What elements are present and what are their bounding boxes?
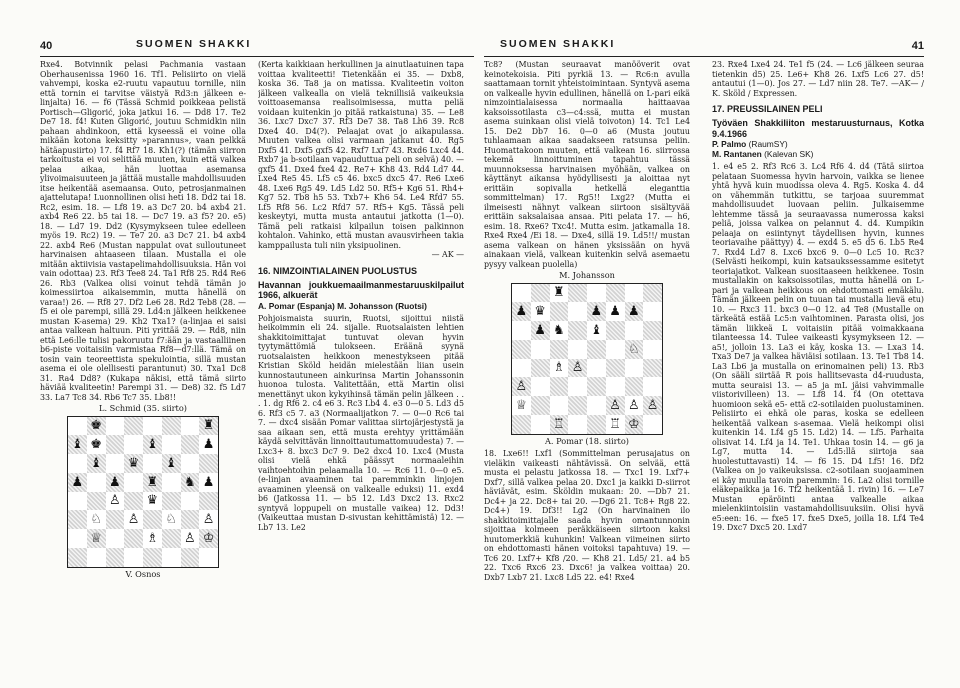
board-square: [568, 284, 587, 303]
board-square: [124, 548, 143, 567]
board-square: ♗: [550, 359, 569, 378]
left-running-title: SUOMEN SHAKKI: [136, 38, 252, 50]
column-1: [40, 60, 246, 680]
board-square: ♝: [68, 435, 87, 454]
board-square: ♝: [162, 454, 181, 473]
column-3: [484, 60, 690, 680]
board-square: ♘: [162, 510, 181, 529]
board-square: ♙: [124, 510, 143, 529]
board-square: [643, 340, 662, 359]
board-square: ♟: [199, 435, 218, 454]
board-square: [68, 454, 87, 473]
board-square: [568, 321, 587, 340]
board-square: [606, 377, 625, 396]
board-square: [587, 284, 606, 303]
board-square: [568, 396, 587, 415]
game-commentary: Rxe4. Botvinnik pelasi Pachmania vastaan Oberhausenissa 1960 16. Tf1. Pelisiirto on vielä vahvempi, koska e2-ruutu vapautuu tornille, niin että tornin ei tarvitse väistyä Rd3:n jälkeen e-linjalta) 16. — f6 (Tässä Schmid poikkeaa pelistä Portisch—Gligorić, joka jatkui 16. — Dd8 17. Te2 De7 18. f4! Kuten Gligorić, joutuu Schmidkin niin pahaan ahdinkoon, että kyseessä ei voine olla mikään kotona keksitty »parannus», vaan pelkkä hätäapusiirto) 17. f4 Rf7 18. Kh1(?) (tämän siirron tarkoitusta ei voi selittää muuten, kuin että valkea pelaa aikaa, hän luottaa asemansa ylivoimaisuuteen ja jättää mustalle mahdollisuuden itse heikentää asemaansa. Outo, petrosjanmainen ajattelutapa! Luonnollinen olisi heti 18. Dd2 tai 18. Rc2, esim. 18. — Lf8 19. a3 Dc7 20. b4 axb4 21. axb4 Re6 22. b5 tai 18. — Dc7 19. a3 f5? 20. e5) 18. — Ld7 19. Dd2 (Kysymykseen tulee edelleen myös 19. Rc2) 19. — Te7 20. a3 Dc7 21. b4 axb4 22. axb4 Re6 (Mustan nappulat ovat sulloutuneet harvinaisen ahtaaseen tilaan. Mustalla ei ole mitään aktiivisia vastapelimahdollisuuksia. Hän voi vain odottaa) 23. Rf3 Tee8 24. Ta1 Rf8 25. Rd4 Re6 26. Rb3 (Valkea olisi voinut tehdä tämän jo koimessiirtoa aikaisemmin, mutta hänellä on varaa!) 26. — Rf8 27. Df2 Le6 28. Rd2 Teb8 (28. — f5 ei ole parempi, sillä 29. Ld4:n jälkeen heikkenee mustan K-asema) 29. Kh2 Txa1? (a-linjaa ei saisi antaa valkean haltuun. Piti yrittää 29. — Rd8, niin että Le6:lle tulisi pakoruutu f7:ään ja vastaalliinen b6-piste voitaisiin varmistaa Rf8—d7:llä. Tämä on tosin vain teoreettista spekulointia, sillä mustan asema ei ole olellisesti parantunut) 30. Txa1 Dc8 31. Ra4 Dd8? (Kukapa näkisi, että tämä siirto häviää kvaliteetin! Parempi 31. — De8) 32. f5 Ld7 33. La7 Tc8 34. Rb6 Tc7 35. Lb8!!: [40, 60, 246, 402]
board-square: [512, 321, 531, 340]
players-line: A. Pomar (Espanja) M. Johansson (Ruotsi): [258, 300, 427, 311]
board-square: ♙: [106, 492, 125, 511]
board-square: [181, 417, 200, 436]
board-square: [643, 302, 662, 321]
board-square: ♕: [512, 396, 531, 415]
board-square: [587, 377, 606, 396]
board-square: [625, 321, 644, 340]
column-4: [712, 60, 924, 680]
board-square: [587, 340, 606, 359]
chess-diagram: [511, 283, 663, 435]
board-square: [587, 415, 606, 434]
board-square: ♛: [124, 454, 143, 473]
board-square: [106, 510, 125, 529]
board-square: ♞: [181, 473, 200, 492]
board-square: [162, 529, 181, 548]
column-2: [258, 60, 464, 680]
board-square: [643, 377, 662, 396]
game-commentary: Pohjoismaista suurin, Ruotsi, sijoittui niistä heikoimmin eli 24. sijalle. Ruotsalaisten lehtien shakkitoimittajat tuntuvat olevan hyvin tyytymättömiä tulokseen. Eräänä syynä ruotsalaisten heikkoon menestykseen pitää Kristian Sköld heidän mielestään liian usein kunnostautuneen ainkurinsa Martin Johanssonin huonoa tulosta. Valitettään, että Martin olisi menettänyt ukon kykyihinsä tämän pelin jälkeen . . . 1. dg Rf6 2. c4 e6 3. Rc3 Lb4 4. e3 0—0 5. Ld3 d5 6. Rf3 c5 7. a3 (Normaalijatkon 7. — 0—0 Rc6 tai 7. — dxc4 sisään Pomar valittaa siirtojärjestystä ja saa aikaan sen, että musta erehtyy yrittämään käydä selvittävän linnoittautumattomuudesta) 7. — Lxc3+ 8. bxc3 Dc7 9. De2 dxc4 10. Lxc4 (Musta olisi vielä ehkä päässyt normaaleihin vaihtoehtoihin pelaamalla 10. — Rc6 11. 0—0 e5. (e-linjan avaaminen tai paremminkin linjojen avaaminen yleensä on valkealle eduksi) 11. exd4 b6 (Jatkossa 11. — b5 12. Ld3 Dxc2 13. Rxc2 syntyvä loppupeli on mustalle vaikea) 12. Dd3! (Vaikeuttaa mustan D-sivustan kehittämistä) 12. — Lb7 13. Le2: [258, 313, 464, 532]
board-square: [531, 415, 550, 434]
board-square: [106, 529, 125, 548]
board-square: ♔: [199, 529, 218, 548]
board-square: [68, 510, 87, 529]
white-player-club: (RaumSY): [748, 139, 788, 149]
board-square: ♛: [531, 302, 550, 321]
board-square: [143, 454, 162, 473]
game-commentary: 1. e4 e5 2. Rf3 Rc6 3. Lc4 Rf6 4. d4 (Tätä siirtoa pelataan Suomessa hyvin harvoin, vaikka se lienee yhtä hyvä kuin muodissa oleva 4. Rg5. Koska 4. d4 on vähemmän tutkittu, se tarjoaa suuremmat mahdollisuudet luovaan peliin. Julkaisemme lehtemme tässä ja seuraavassa numerossa kaksi peliä, joissa valkea on pelannut 4. d4. Kumpikin pelaaja on esiintynyt täydellisen hyvin, kunnes teoriavaihe päättyy) 4. — exd4 5. e5 d5 6. Lb5 Re4 7. Rxd4 Ld7 8. Lxc6 bxc6 9. 0—0 Lc5 10. Rc3? (Selvästi heikompi, kuin katsaukssessamme esitetyt teoriajatkot. Valkean suositaaseen heikkenee. Tosin mustallakin on kaksoissotilas, mutta hänellä on L-pari ja valkean heikkous on ehdottomasti emäkälu. Tämän jälkeen pelin on tuuan tai mustalla lievä etu) 10. — Rxc3 11. bxc3 0—0 12. a4 Te8 (Mustalle on tärkeätä estää Lc5:n vaihtominen. Parasta olisi, jos tämän liikkeä L voitaisiin pitää voimakkaana tilanteessa 14. Tulee vaikeasti kysymykseen 12. — a5!, jolloin 13. La3 ei käy, koska 13. — Lxa3 14. Txa3 De7 ja valkea häviäisi sotilaan. 13. Te1 Tb8 14. La3 Lb6 ja mustalla on erinomainen peli) 13. Rb3 (On sääli siirtää R pois hallitsevasta d4-ruudusta, mutta seuraisi 13. — a5 ja mL jäisi vahvimmalle viistorivilleen) 13. — Lf8 14. f4 (On otettava huomioon sekä e5- että c2-sotilaiden puolustaminen. Pelisiirto ei ehkä ole paras, koska se edelleen heikentää valkean s-asemaa. Vielä heikompi olisi kuitenkin 14. Lf4 g5 15. Ld2) 14. — Lf5. Parhaita olisivat 14. Lf4 ja 14. Te1. Uhkaa tosin 14. — g6 ja Lg7, mutta 14. — Ld5:llä siirtoja saa huolestuttavasti) 14. — f6 15. D4 Lf5! 16. Df2 (Valkea on jo vaikeuksissa. c2-sotilaan suojaaminen ei käy muulla tavoin paremmin: 16. La2 olisi tornille eläkepaikka ja 16. Tf2 heikentää 1. rivin) 16. — Le7 Mustan epäröinti antaa valkealle aikaa mielenkiintoisiin vastamahdollisuuksiin. Olisi hyvä e5:een: 16. — fxe5 17. fxe5 Dxe5, joilla 18. Lf4 Te4 19. Dxc7 Dxc5 20. Lxd7: [712, 162, 924, 532]
board-square: [68, 548, 87, 567]
board-square: [87, 492, 106, 511]
board-square: [106, 454, 125, 473]
board-square: [199, 492, 218, 511]
game-commentary: 18. Lxe6!! Lxf1 (Sommittelman perusajatus on vieläkin vaikeasti nähtävissä. On selvää, että musta ei pelastu jatkossa 18. — Txc1 19. Lxf7+ Dxf7, sillä valkea pelaa 20. Dxc1 ja kaikki D-siirrot häviävät, esim. Sköldin mukaan: 20. —Db7 21. Dc4+ ja 22. Dc8+ tai 20. —Dg6 21. Tc8+ Rg8 22. Dc4+) 19. Df3!! Lg2 (On harvinainen ilo shakkitoimittajalle saada hyvin omantunnonin sijoittaa kolmeen peräkkäiseen siirtoon kaksi huutomerkkiä kuhunkin! Valkean viimeinen siirto on ehdottomasti hänen voitoksi tapahtuva) 19. — Tc6 20. Lxf7+ Kf8 /20. — Kh8 21. Ld5/ 21. a4 b5 22. Txc6 Rxc6 23. Dxc6! ja valkea voittaa) 20. Dxb7 Lxb7 21. Lxc8 Ld5 22. e4! Rxe4: [484, 449, 690, 582]
diagram-caption-bottom: V. Osnos: [125, 568, 161, 579]
event-title: Työväen Shakkiliiton mestaruusturnaus, Kotka 9.4.1966: [712, 118, 924, 139]
diagram-caption-top: M. Johansson: [559, 270, 615, 280]
board-square: ♗: [143, 529, 162, 548]
board-square: ♘: [87, 510, 106, 529]
black-player-club: (Kalevan SK): [764, 149, 814, 159]
board-square: ♛: [143, 492, 162, 511]
board-square: [162, 492, 181, 511]
right-running-title: SUOMEN SHAKKI: [500, 38, 616, 50]
right-page-number: 41: [911, 40, 924, 52]
board-square: [568, 340, 587, 359]
board-square: [568, 377, 587, 396]
board-square: ♘: [625, 340, 644, 359]
board-square: ♚: [87, 435, 106, 454]
board-square: [531, 284, 550, 303]
board-square: ♝: [587, 321, 606, 340]
author-signature: — AK —: [431, 250, 464, 259]
black-player: [712, 149, 924, 159]
board-square: [106, 435, 125, 454]
board-square: [550, 340, 569, 359]
board-square: ♜: [199, 417, 218, 436]
board-square: [162, 435, 181, 454]
board-square: ♔: [625, 415, 644, 434]
white-player: [712, 139, 924, 149]
section-title: 16. NIMZOINTIALAINEN PUOLUSTUS: [258, 265, 418, 276]
board-square: ♟: [606, 302, 625, 321]
board-square: [568, 302, 587, 321]
black-player-name: M. Rantanen: [712, 149, 762, 159]
board-square: ♟: [106, 473, 125, 492]
board-square: ♖: [606, 415, 625, 434]
board-square: ♟: [625, 302, 644, 321]
board-square: ♙: [643, 396, 662, 415]
board-square: [87, 473, 106, 492]
board-square: ♜: [550, 284, 569, 303]
board-square: [68, 492, 87, 511]
board-square: [162, 473, 181, 492]
board-square: ♞: [550, 321, 569, 340]
board-square: [531, 396, 550, 415]
board-square: [124, 435, 143, 454]
board-square: [68, 529, 87, 548]
board-square: [512, 284, 531, 303]
board-square: [124, 529, 143, 548]
game-commentary: 23. Rxe4 Lxe4 24. Te1 f5 (24. — Lc6 jälkeen seuraa tietenkin d5) 25. Le6+ Kh8 26. Lxf5 Lc6 27. d5! antautui (1—0). Jos 27. — Ld7 niin 28. Te7. —AK— / K. Sköld / Expressen.: [712, 60, 924, 98]
board-square: [199, 548, 218, 567]
board-square: [587, 396, 606, 415]
board-square: [531, 359, 550, 378]
section-title: 17. PREUSSILAINEN PELI: [712, 104, 823, 114]
board-square: [124, 492, 143, 511]
board-square: [512, 415, 531, 434]
board-square: [643, 321, 662, 340]
board-square: [106, 417, 125, 436]
board-square: [606, 340, 625, 359]
white-player-name: P. Palmo: [712, 139, 747, 149]
board-square: [643, 284, 662, 303]
board-square: ♟: [68, 473, 87, 492]
board-square: ♟: [531, 321, 550, 340]
board-square: [199, 454, 218, 473]
board-square: [606, 284, 625, 303]
board-square: [162, 417, 181, 436]
board-square: [181, 510, 200, 529]
board-square: [181, 492, 200, 511]
board-square: [625, 377, 644, 396]
board-square: [606, 321, 625, 340]
diagram-caption-bottom: A. Pomar (18. siirto): [545, 435, 629, 446]
board-square: [587, 359, 606, 378]
board-square: ♙: [181, 529, 200, 548]
board-square: [512, 340, 531, 359]
board-square: [124, 473, 143, 492]
game-commentary: Tc8? (Mustan seuraavat manööverit ovat keinotekoisia. Piti pyrkiä 13. — Rc6:n avulla saattamaan tornit yhteistoimintaan. Syntyvä asema on valkealle hyvin edullinen, hänellä on L-pari eikä nimzointialaisessa normaalia haittaavaa kaksoissotilasta c3—c4:ssä, mutta ei mustan asema suinkaan olisi vielä toivoton) 14. Tc1 Le4 15. De2 Db7 16. 0—0 a6 (Musta joutuu tuhlaamaan aikaa saadakseen ratsunsa peliin. Huomattakoon muuten, että valkean 16. siirrossa tekemä linnoittuminen tapahtuu tässä muunnoksessa harvinaisen myöhään, valkea on käyttänyt aikansa hyödyllisesti ja aloittaa nyt erittäin sopivalla hetkellä eleganttia sommittelman) 17. Rg5!! Lxg2? (Mutta ei ilmeisesti nähnyt valkean siirtoon sisältyvää erittäin saksalaisaa ansaa. Piti pelata 17. — h6, esim. 18. Rxe6? Txc4!. Mutta esim. jatkamalla 18. Rxe4 Rxe4 /Ei 18. — Dxe4, sillä 19. Ld5!!/ mustan asema valkean on hänen yksissään on hyvä ainakaan vielä, valkean kuitenkin selvä asemaetu pysyy valkean puolella): [484, 60, 690, 269]
left-page-header: [40, 34, 474, 57]
board-square: [625, 284, 644, 303]
board-square: [568, 415, 587, 434]
chess-diagram: [67, 416, 219, 568]
board-square: ♜: [143, 473, 162, 492]
board-square: ♟: [587, 302, 606, 321]
left-page-number: 40: [40, 40, 53, 52]
board-square: ♟: [512, 302, 531, 321]
board-square: [531, 340, 550, 359]
board-square: [181, 454, 200, 473]
board-square: ♟: [199, 473, 218, 492]
board-square: [606, 359, 625, 378]
board-square: [143, 417, 162, 436]
game-commentary: (Kerta kaikkiaan herkullinen ja ainutlaatuinen tapa voittaa kvaliteetti! Tietenkään ei 35. — Dxb8, koska 36. Ta8 ja on matissa. Kvaliteetin voiton jälkeen valkealla on vielä teknillisiä vaikeuksia voittoasemansa realisoimisessa, mutta peliä voidaan kuitenkin jo pitää ratkaistuna) 35. — Le8 36. Lxc7 Dxc7 37. Rf3 De7 38. Ta8 Lh6 39. Rc8 Dxe4 40. D4(?). Pelaajat ovat jo aikapulassa. Muuten valkea olisi varmaan jatkanut 40. Rg5 Dxf5 41. Dxf5 gxf5 42. Rxf7 Lxf7 43. Rxd6 Lxc4 44. Rxb7 ja b-sotilaan vapauduttua peli on selvä) 40. — gxf5 41. Dxe4 fxe4 42. Re7+ Kh8 43. Rd4 Ld7 44. Lxe4 Re5 45. Lf5 c5 46. bxc5 dxc5 47. Re6 Lxe6 48. Lxe6 Rg5 49. Ld5 Ld2 50. Rf5+ Kg6 51. Rh4+ Kg7 52. Tb8 h5 53. Txb7+ Kh6 54. Le4 Rfd7 55. Lf5 Rf8 56. Lc2 Rfd7 57. Rf5+ Kg5. Tässä peli keskeytyi, mutta musta antautui jatkotta (1—0). Tämä peli ratkaisi kilpailun toisen palkinnon kohtalon. Vahinko, että mustan avausvirheen takia kamppailusta tuli niin yksipuolinen.: [258, 60, 464, 250]
board-square: ♙: [606, 396, 625, 415]
board-square: [181, 435, 200, 454]
board-square: [143, 510, 162, 529]
board-square: [124, 417, 143, 436]
board-square: ♕: [87, 529, 106, 548]
board-square: [643, 415, 662, 434]
diagram-caption-top: L. Schmid (35. siirto): [99, 403, 187, 413]
event-title: Havannan joukkuemaailmanmestaruuskilpailut 1966, alkuerät: [258, 279, 464, 300]
board-square: [143, 548, 162, 567]
board-square: [643, 359, 662, 378]
board-square: [550, 377, 569, 396]
board-square: ♚: [87, 417, 106, 436]
board-square: [550, 396, 569, 415]
board-square: [162, 548, 181, 567]
board-square: [625, 359, 644, 378]
board-square: ♙: [512, 377, 531, 396]
board-square: ♖: [550, 415, 569, 434]
board-square: [181, 548, 200, 567]
board-square: [106, 548, 125, 567]
board-square: ♝: [87, 454, 106, 473]
board-square: ♙: [199, 510, 218, 529]
right-page-header: [484, 34, 924, 57]
board-square: ♝: [143, 435, 162, 454]
board-square: [87, 548, 106, 567]
board-square: ♙: [568, 359, 587, 378]
board-square: [550, 302, 569, 321]
board-square: ♙: [625, 396, 644, 415]
board-square: [531, 377, 550, 396]
board-square: [512, 359, 531, 378]
board-square: [68, 417, 87, 436]
